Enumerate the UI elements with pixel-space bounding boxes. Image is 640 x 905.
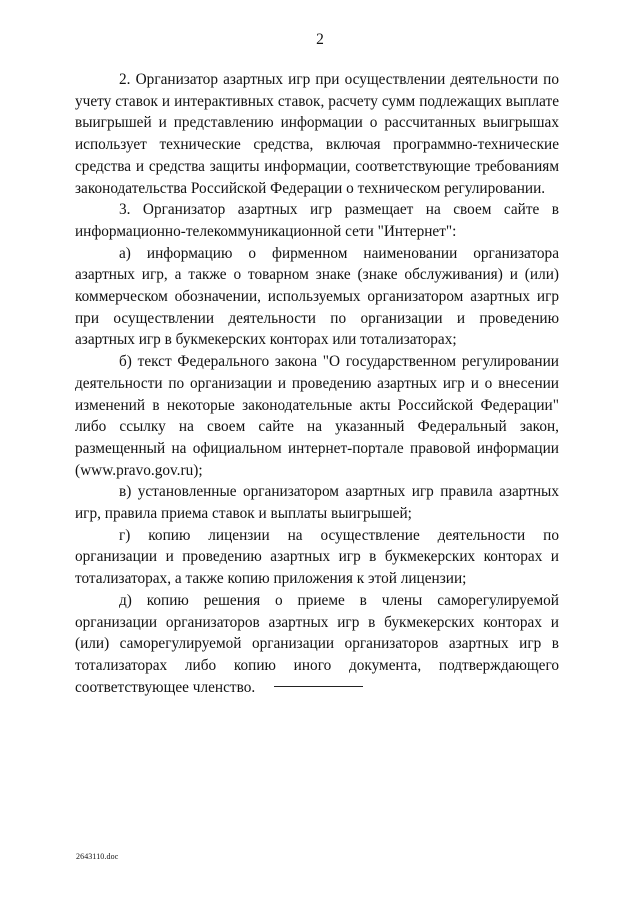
subparagraph-d-membership-copy: д) копию решения о приеме в члены саморегулируемой организации организаторов азартных игр в букмекерских конторах и (или) саморегулируемой организации организаторов азартных игр в тотализаторах либо копию иного документа, подтверждающего соответствующее членство. <box>75 591 559 696</box>
subparagraph-b-federal-law: б) текст Федерального закона "О государственном регулировании деятельности по организации и проведению азартных игр и о внесении изменений в некоторые законодательные акты Российской Федерации" либо ссылку на своем сайте на указанный Федеральный закон, размещенный на официальном интернет-портале правовой информации (www.pravo.gov.ru); <box>75 353 559 479</box>
paragraph-3-website-requirements: 3. Организатор азартных игр размещает на своем сайте в информационно-телекоммуникационной сети "Интернет": <box>75 201 559 240</box>
paragraph-2-technical-means: 2. Организатор азартных игр при осуществлении деятельности по учету ставок и интерактивных ставок, расчету сумм подлежащих выплате выигрышей и представлению информации о рассчитанных выигрышах использует технические средства, включая программно-технические средства и средства защиты информации, соответствующие требованиям законодательства Российской Федерации о техническом регулировании. <box>75 71 559 197</box>
footer-file-name: 2643110.doc <box>76 852 119 861</box>
document-body <box>75 69 559 698</box>
end-separator-line <box>274 686 363 687</box>
page-number: 2 <box>316 31 324 48</box>
subparagraph-v-game-rules: в) установленные организатором азартных игр правила азартных игр, правила приема ставок и выплаты выигрышей; <box>75 483 559 523</box>
subparagraph-g-license-copy: г) копию лицензии на осуществление деятельности по организации и проведению азартных игр в букмекерских конторах и тотализаторах, а также копию приложения к этой лицензии; <box>75 526 559 588</box>
subparagraph-a-company-name: а) информацию о фирменном наименовании организатора азартных игр, а также о товарном знаке (знаке обслуживания) и (или) коммерческом обозначении, используемых организатором азартных игр при осуществлении деятельности по организации и проведению азартных игр в букмекерских конторах или тотализаторах; <box>75 244 559 349</box>
